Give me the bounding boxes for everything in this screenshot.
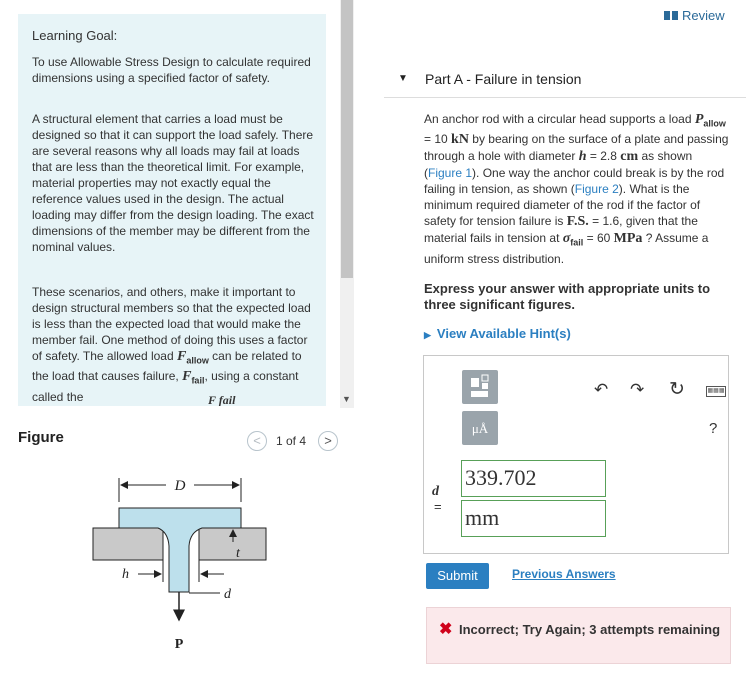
label-d: d <box>224 587 231 602</box>
feedback-message <box>426 607 731 664</box>
figure-2-link[interactable]: Figure 2 <box>574 182 619 197</box>
problem-statement: An anchor rod with a circular head supports a load $P_{allow} = 10$ kN by bearing on the surface of a plate and passing through a hole with diameter h = 2.8 cm as shown (Figure 1). One way the anchor could break is by the rod failing in tension, as shown (Figure 2). What is the minimum required diameter of the rod if the factor of safety for tension failure is F.S. = 1.6, given that the material fails in tension at $\sigma_{fail} = 60$ MPa ? Assume a uniform stress distribution. <box>424 112 729 266</box>
submit-button[interactable]: Submit <box>426 563 489 589</box>
scrollbar-thumb[interactable] <box>341 0 353 278</box>
answer-box <box>423 355 729 554</box>
equals-sign: = <box>434 499 442 514</box>
learning-goal-paragraph-factor: These scenarios, and others, make it important to design structural members so that the expected load is less than the expected load that would make the member fail. One method of doing this uses a factor of safety. The allowed load $F_{allow}$ can be related to the load that causes failure, $F_{fail}$, using a constant called the <box>32 285 311 404</box>
load-P-arrow <box>175 592 184 652</box>
templates-icon <box>462 370 498 404</box>
keyboard-icon[interactable]: ▦▦▦ <box>706 386 726 397</box>
incorrect-icon: ✖ <box>439 621 453 638</box>
learning-goal-paragraph: A structural element that carries a load must be designed so that it can support the load safely. There are several reasons why all loads may fail at loads that are less than the theoretical limit. For example, material properties may not exactly equal the reference values used in the design. The actual loading may differ from the design loading. The exact dimensions of the member may be different from the nominal values. <box>32 112 314 254</box>
templates-button[interactable] <box>462 370 498 404</box>
rod-d-dimension <box>189 587 232 602</box>
label-h: h <box>122 567 129 582</box>
figure-title: Figure <box>18 429 64 446</box>
redo-icon[interactable]: ↷ <box>630 380 645 399</box>
next-figure-button[interactable]: > <box>318 431 338 451</box>
left-plate <box>93 528 163 560</box>
learning-goal-title: Learning Goal: <box>32 28 118 43</box>
figure-page-indicator: 1 of 4 <box>276 434 307 448</box>
previous-answers-link[interactable]: Previous Answers <box>512 567 616 581</box>
collapse-part-icon[interactable]: ▼ <box>398 73 408 84</box>
previous-figure-button[interactable]: < <box>247 431 267 451</box>
expand-hint-icon: ▶ <box>424 330 431 340</box>
feedback-text: Incorrect; Try Again; 3 attempts remaining <box>459 622 721 637</box>
answer-instructions: Express your answer with appropriate units to three significant figures. <box>424 281 711 312</box>
scroll-down-icon[interactable]: ▼ <box>342 394 351 404</box>
label-P: P <box>174 637 184 652</box>
diameter-D-dimension <box>119 478 241 502</box>
part-divider <box>384 97 746 98</box>
value-input[interactable]: 339.702 <box>461 460 606 497</box>
learning-goal-intro: To use Allowable Stress Design to calculate required dimensions using a specified factor of safety. <box>32 55 311 85</box>
learning-goal-panel <box>18 14 326 406</box>
learning-goal-cutoff-formula: F fail <box>208 393 236 406</box>
reset-icon[interactable]: ↻ <box>669 379 685 400</box>
label-t: t <box>236 546 240 561</box>
undo-icon[interactable]: ↶ <box>594 380 609 399</box>
label-D: D <box>174 478 186 494</box>
units-button[interactable]: μÅ <box>462 411 498 445</box>
anchor-rod-diagram <box>88 470 268 655</box>
book-icon <box>664 11 678 20</box>
review-link[interactable]: Review <box>664 8 725 23</box>
units-input[interactable]: mm <box>461 500 606 537</box>
figure-1-link[interactable]: Figure 1 <box>428 166 473 181</box>
help-icon[interactable]: ? <box>709 420 718 437</box>
view-hints-link[interactable]: ▶ View Available Hint(s) <box>424 326 571 341</box>
part-title[interactable]: Part A - Failure in tension <box>425 71 582 87</box>
answer-variable: d <box>432 484 439 499</box>
